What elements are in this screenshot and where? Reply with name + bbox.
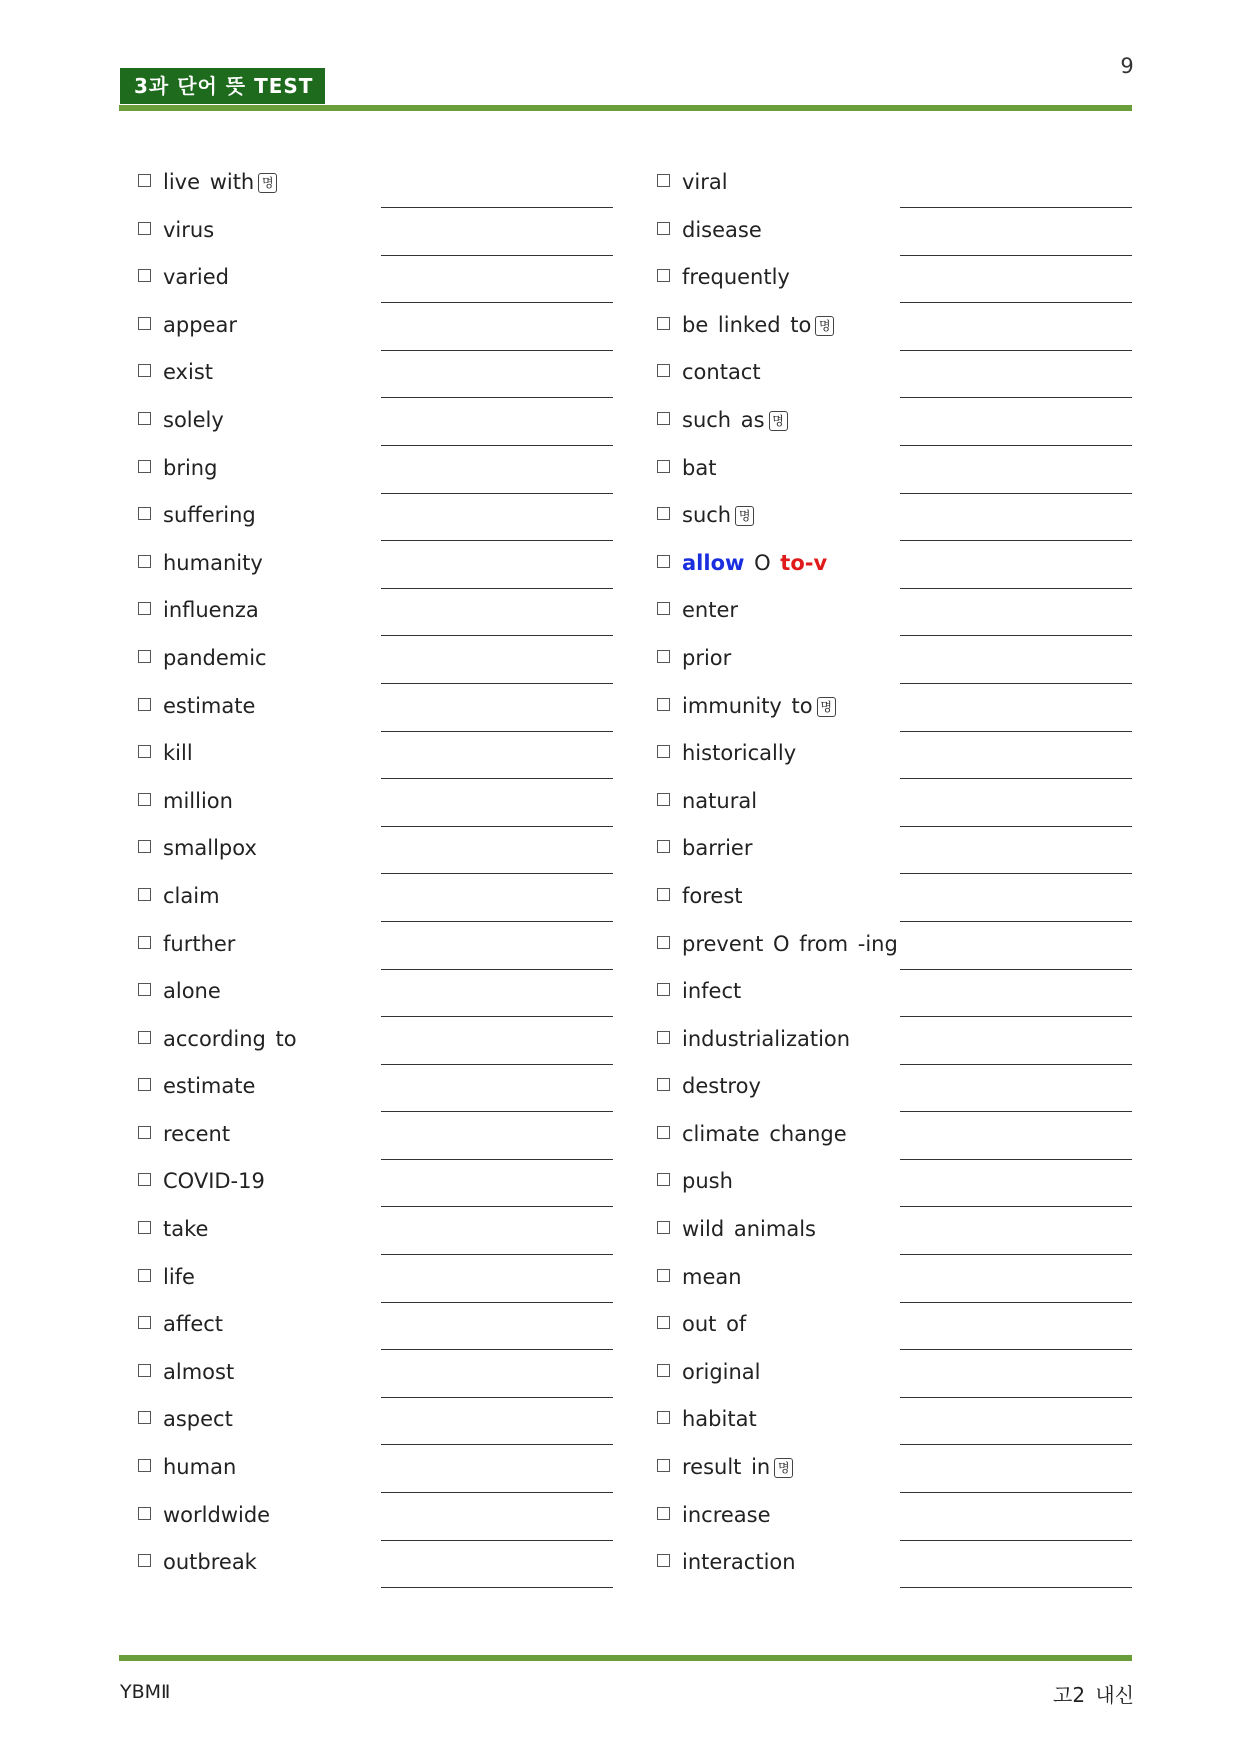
noun-marker-icon: 명 — [735, 506, 754, 526]
vocab-item — [657, 932, 898, 956]
word-row — [138, 731, 608, 779]
word-row — [138, 1064, 608, 1112]
checkbox-icon — [138, 222, 151, 235]
vocab-item — [657, 884, 743, 908]
vocab-term: million — [163, 788, 233, 813]
vocab-term: kill — [163, 741, 193, 766]
vocab-term: push — [682, 1169, 733, 1194]
vocab-term: appear — [163, 312, 237, 337]
word-row — [657, 398, 1127, 446]
vocab-term: exist — [163, 360, 213, 385]
vocab-term: claim — [163, 883, 220, 908]
vocab-term: recent — [163, 1121, 231, 1146]
checkbox-icon — [138, 1411, 151, 1424]
vocab-term: result in — [682, 1455, 771, 1480]
checkbox-icon — [657, 1126, 670, 1139]
word-row — [138, 541, 608, 589]
vocab-term: frequently — [682, 265, 790, 290]
vocab-item — [138, 408, 224, 432]
vocab-item — [138, 694, 255, 718]
word-row — [657, 350, 1127, 398]
checkbox-icon — [657, 222, 670, 235]
checkbox-icon — [138, 983, 151, 996]
answer-blank[interactable] — [900, 1587, 1132, 1588]
vocab-term — [682, 551, 827, 575]
word-row — [138, 160, 608, 208]
vocab-item — [138, 836, 257, 860]
vocab-term: take — [163, 1217, 209, 1242]
checkbox-icon — [657, 460, 670, 473]
vocab-term: immunity to — [682, 693, 813, 718]
checkbox-icon — [138, 936, 151, 949]
word-row — [657, 1159, 1127, 1207]
vocab-term: such as — [682, 407, 765, 432]
vocab-item — [657, 1169, 733, 1193]
vocab-term: bring — [163, 455, 218, 480]
vocab-item — [657, 503, 754, 527]
checkbox-icon — [138, 317, 151, 330]
checkbox-icon — [657, 936, 670, 949]
vocab-item — [657, 1407, 757, 1431]
word-row — [138, 1159, 608, 1207]
word-row — [657, 255, 1127, 303]
vocab-term: viral — [682, 170, 728, 194]
word-row — [657, 1017, 1127, 1065]
checkbox-icon — [657, 1459, 670, 1472]
word-row — [657, 588, 1127, 636]
vocab-item — [657, 551, 827, 575]
vocab-item — [657, 1503, 771, 1527]
word-row — [657, 731, 1127, 779]
vocab-item — [138, 456, 217, 480]
checkbox-icon — [138, 1459, 151, 1472]
vocab-term: aspect — [163, 1407, 233, 1432]
vocab-item — [138, 265, 229, 289]
vocab-item — [138, 1074, 255, 1098]
word-row — [138, 1255, 608, 1303]
checkbox-icon — [138, 269, 151, 282]
word-row — [657, 969, 1127, 1017]
vocab-term: contact — [682, 360, 761, 385]
word-row — [138, 1445, 608, 1493]
checkbox-icon — [657, 317, 670, 330]
page-number: 9 — [1120, 54, 1134, 78]
answer-blank[interactable] — [381, 1587, 613, 1588]
vocab-item — [138, 218, 214, 242]
vocab-term: be linked to — [682, 312, 812, 337]
checkbox-icon — [657, 840, 670, 853]
vocab-item — [657, 789, 757, 813]
checkbox-icon — [657, 698, 670, 711]
vocab-item — [138, 1312, 223, 1336]
word-row — [138, 493, 608, 541]
vocab-term: human — [163, 1455, 237, 1480]
vocab-item — [138, 932, 235, 956]
vocab-term: prior — [682, 645, 732, 670]
footer-publisher: YBMⅡ — [120, 1681, 171, 1703]
word-row — [657, 1112, 1127, 1160]
vocab-term: original — [682, 1359, 761, 1384]
checkbox-icon — [138, 1554, 151, 1567]
vocab-term: according to — [163, 1026, 297, 1051]
page-title: 3과 단어 뜻 TEST — [120, 68, 325, 104]
vocab-term: historically — [682, 741, 797, 766]
checkbox-icon — [657, 1221, 670, 1234]
word-row — [138, 1493, 608, 1541]
checkbox-icon — [657, 1411, 670, 1424]
vocab-term: smallpox — [163, 836, 257, 861]
vocab-term: alone — [163, 979, 221, 1004]
vocab-term: mean — [682, 1264, 742, 1289]
vocab-item — [657, 265, 790, 289]
vocab-term: bat — [682, 455, 717, 480]
word-row — [657, 1255, 1127, 1303]
word-row — [138, 826, 608, 874]
vocab-item — [657, 1550, 796, 1574]
checkbox-icon — [657, 1507, 670, 1520]
vocab-term: almost — [163, 1359, 235, 1384]
checkbox-icon — [138, 1221, 151, 1234]
word-row — [657, 541, 1127, 589]
vocab-item — [657, 1074, 761, 1098]
vocab-term: prevent O from -ing — [682, 931, 898, 956]
vocab-term: forest — [682, 883, 743, 908]
checkbox-icon — [138, 745, 151, 758]
word-row — [138, 1017, 608, 1065]
word-row — [138, 874, 608, 922]
vocab-item — [657, 360, 761, 384]
word-row — [138, 1540, 608, 1588]
noun-marker-icon: 명 — [774, 1458, 793, 1478]
vocab-item — [138, 170, 277, 194]
vocab-item — [138, 1503, 270, 1527]
vocab-item — [138, 1407, 233, 1431]
word-row — [657, 1064, 1127, 1112]
checkbox-icon — [138, 174, 151, 187]
word-row — [657, 636, 1127, 684]
vocab-item — [138, 598, 259, 622]
vocab-item — [138, 741, 193, 765]
vocab-item — [138, 313, 237, 337]
vocab-item — [138, 1122, 230, 1146]
vocab-item — [657, 1360, 761, 1384]
footer-grade: 고2 내신 — [1053, 1683, 1135, 1707]
vocab-item — [657, 836, 753, 860]
checkbox-icon — [138, 1269, 151, 1282]
word-row — [657, 1350, 1127, 1398]
vocab-term: varied — [163, 265, 230, 290]
checkbox-icon — [138, 698, 151, 711]
vocab-term-part: O — [744, 550, 781, 575]
vocab-item — [657, 313, 834, 337]
vocab-item — [657, 598, 738, 622]
vocab-term: barrier — [682, 836, 753, 861]
word-row — [138, 636, 608, 684]
word-row — [657, 826, 1127, 874]
checkbox-icon — [138, 602, 151, 615]
checkbox-icon — [138, 1173, 151, 1186]
vocab-item — [138, 1027, 297, 1051]
vocab-item — [657, 408, 788, 432]
vocab-item — [657, 1312, 746, 1336]
vocab-item — [138, 1360, 234, 1384]
vocab-item — [138, 789, 233, 813]
checkbox-icon — [138, 1316, 151, 1329]
checkbox-icon — [657, 1078, 670, 1091]
word-row — [138, 684, 608, 732]
vocab-item — [657, 1027, 850, 1051]
word-row — [138, 1207, 608, 1255]
vocab-term: influenza — [163, 598, 259, 623]
vocab-term: industrialization — [682, 1026, 851, 1051]
vocab-item — [657, 1217, 816, 1241]
checkbox-icon — [138, 555, 151, 568]
vocab-term: estimate — [163, 1074, 256, 1099]
vocab-term: habitat — [682, 1407, 757, 1432]
vocab-term: disease — [682, 217, 762, 242]
vocab-item — [657, 694, 836, 718]
checkbox-icon — [657, 555, 670, 568]
word-row — [657, 160, 1127, 208]
vocab-item — [657, 741, 796, 765]
checkbox-icon — [138, 1031, 151, 1044]
word-row — [657, 779, 1127, 827]
vocab-item — [657, 646, 731, 670]
vocab-term: affect — [163, 1312, 224, 1337]
word-row — [138, 969, 608, 1017]
checkbox-icon — [657, 888, 670, 901]
word-row — [657, 1302, 1127, 1350]
vocab-item — [138, 551, 263, 575]
word-list-right — [657, 160, 1127, 1588]
checkbox-icon — [138, 1364, 151, 1377]
word-row — [138, 208, 608, 256]
checkbox-icon — [657, 364, 670, 377]
vocab-term: further — [163, 931, 236, 956]
checkbox-icon — [657, 507, 670, 520]
vocab-item — [138, 1217, 208, 1241]
vocab-item — [138, 884, 220, 908]
vocab-item — [657, 1455, 793, 1479]
vocab-term-part: to-v — [780, 550, 828, 575]
checkbox-icon — [657, 650, 670, 663]
word-row — [138, 1302, 608, 1350]
checkbox-icon — [657, 602, 670, 615]
vocab-item — [138, 1550, 257, 1574]
noun-marker-icon: 명 — [769, 411, 788, 431]
vocab-item — [138, 979, 221, 1003]
checkbox-icon — [657, 1316, 670, 1329]
vocab-term: enter — [682, 598, 739, 623]
vocab-term: humanity — [163, 550, 263, 575]
vocab-item — [138, 646, 267, 670]
word-row — [138, 303, 608, 351]
checkbox-icon — [138, 793, 151, 806]
vocab-term: destroy — [682, 1074, 761, 1099]
vocab-item — [138, 1455, 236, 1479]
vocab-term: worldwide — [163, 1502, 271, 1527]
word-row — [138, 398, 608, 446]
word-row — [138, 350, 608, 398]
checkbox-icon — [657, 1364, 670, 1377]
checkbox-icon — [657, 745, 670, 758]
vocab-term: climate change — [682, 1121, 847, 1146]
vocab-term: natural — [682, 788, 758, 813]
checkbox-icon — [657, 1173, 670, 1186]
vocab-term: COVID-19 — [163, 1169, 265, 1194]
checkbox-icon — [138, 412, 151, 425]
word-row — [138, 446, 608, 494]
word-row — [138, 1350, 608, 1398]
vocab-item — [657, 170, 728, 194]
word-row — [138, 779, 608, 827]
checkbox-icon — [138, 1507, 151, 1520]
checkbox-icon — [138, 460, 151, 473]
checkbox-icon — [657, 1554, 670, 1567]
checkbox-icon — [657, 269, 670, 282]
vocab-term: wild animals — [682, 1217, 816, 1242]
vocab-term: pandemic — [163, 645, 267, 670]
checkbox-icon — [657, 793, 670, 806]
word-row — [138, 1112, 608, 1160]
vocab-term: solely — [163, 407, 224, 432]
checkbox-icon — [657, 1269, 670, 1282]
checkbox-icon — [138, 888, 151, 901]
vocab-term: infect — [682, 979, 742, 1004]
checkbox-icon — [138, 364, 151, 377]
checkbox-icon — [138, 840, 151, 853]
vocab-item — [138, 360, 213, 384]
vocab-term: outbreak — [163, 1550, 257, 1575]
word-row — [657, 1207, 1127, 1255]
word-row — [138, 588, 608, 636]
vocab-item — [657, 218, 762, 242]
vocab-item — [657, 456, 716, 480]
word-row — [657, 208, 1127, 256]
checkbox-icon — [657, 412, 670, 425]
vocab-term: life — [163, 1264, 195, 1289]
word-row — [657, 446, 1127, 494]
checkbox-icon — [138, 1126, 151, 1139]
word-row — [657, 1397, 1127, 1445]
word-row — [657, 684, 1127, 732]
vocab-term: increase — [682, 1502, 771, 1527]
vocab-term: estimate — [163, 693, 256, 718]
noun-marker-icon: 명 — [815, 316, 834, 336]
vocab-term: suffering — [163, 503, 256, 528]
word-row — [138, 922, 608, 970]
checkbox-icon — [138, 507, 151, 520]
word-row — [657, 922, 1127, 970]
vocab-term: interaction — [682, 1550, 796, 1575]
vocab-term: virus — [163, 217, 215, 242]
vocab-item — [138, 1265, 195, 1289]
vocab-item — [138, 503, 256, 527]
vocab-item — [657, 1265, 742, 1289]
checkbox-icon — [657, 174, 670, 187]
word-row — [138, 255, 608, 303]
word-row — [657, 1445, 1127, 1493]
word-row — [657, 1493, 1127, 1541]
checkbox-icon — [657, 1031, 670, 1044]
word-row — [657, 874, 1127, 922]
vocab-term: out of — [682, 1312, 747, 1337]
word-row — [657, 493, 1127, 541]
noun-marker-icon: 명 — [258, 173, 277, 193]
word-row — [657, 1540, 1127, 1588]
checkbox-icon — [138, 1078, 151, 1091]
noun-marker-icon: 명 — [817, 697, 836, 717]
vocab-item — [138, 1169, 265, 1193]
checkbox-icon — [657, 983, 670, 996]
word-row — [138, 1397, 608, 1445]
vocab-item — [657, 979, 741, 1003]
vocab-item — [657, 1122, 847, 1146]
word-list-left — [138, 160, 608, 1588]
vocab-term: live with — [163, 170, 255, 194]
checkbox-icon — [138, 650, 151, 663]
header-divider — [119, 105, 1132, 111]
footer-divider — [119, 1655, 1132, 1661]
vocab-term: such — [682, 503, 732, 528]
vocab-term-part: allow — [682, 550, 745, 575]
word-row — [657, 303, 1127, 351]
